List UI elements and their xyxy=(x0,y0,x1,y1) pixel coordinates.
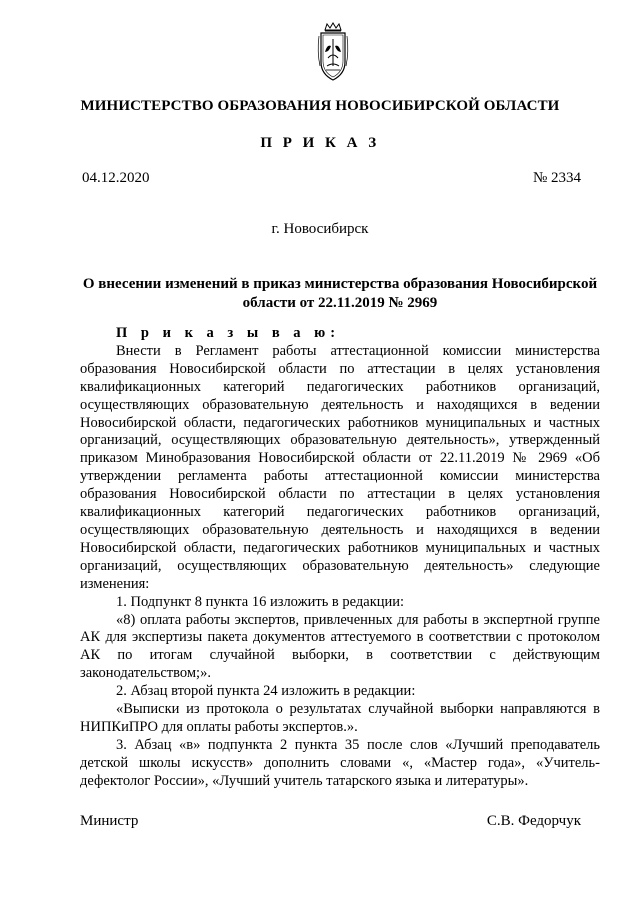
document-type: П Р И К А З xyxy=(260,135,380,151)
item-3-text: 3. Абзац «в» подпункта 2 пункта 35 после слов «Лучший преподаватель детской школы искусств» дополнить словами «, «Мастер года», «Учитель-дефектолог России», «Лучший учитель татарского языка и литературы». xyxy=(80,736,600,789)
item-1-heading: 1. Подпункт 8 пункта 16 изложить в редакции: xyxy=(116,593,405,610)
document-body xyxy=(80,325,600,791)
document-city: г. Новосибирск xyxy=(271,221,369,237)
coat-of-arms-icon xyxy=(316,22,350,84)
order-word: П р и к а з ы в а ю: xyxy=(116,325,341,341)
intro-paragraph: Внести в Регламент работы аттестационной комиссии министерства образования Новосибирской области по аттестации в целях установления квалификационных категорий педагогических работников организаций, осуществляющих образовательную деятельность и находящихся в ведении Новосибирской области, педагогических работников муниципальных и частных организаций, осуществляющих образовательную деятельность», утвержденный приказом Минобразования Новосибирской области от 22.11.2019 № 2969 «Об утверждении регламента работы аттестационной комиссии министерства образования Новосибирской области по аттестации в целях установления квалификационных категорий педагогических работников организаций, осуществляющих образовательную деятельность и находящихся в ведении Новосибирской области, педагогических работников муниципальных и частных организаций, осуществляющих образовательную деятельность» следующие изменения: xyxy=(80,342,600,592)
document-date: 04.12.2020 xyxy=(82,170,150,186)
ministry-name: МИНИСТЕРСТВО ОБРАЗОВАНИЯ НОВОСИБИРСКОЙ ОБЛАСТИ xyxy=(80,98,560,114)
signatory-title: Министр xyxy=(80,813,139,829)
item-2-text: «Выписки из протокола о результатах случайной выборки направляются в НИПКиПРО для оплаты работы экспертов.». xyxy=(80,701,600,735)
item-2-heading: 2. Абзац второй пункта 24 изложить в редакции: xyxy=(116,683,416,700)
order-word-line xyxy=(80,325,600,343)
document-number: № 2334 xyxy=(532,170,581,186)
item-1-text: «8) оплата работы экспертов, привлеченных для работы в экспертной группе АК для экспертизы пакета документов аттестуемого в соответствии с протоколом АК по итогам случайной выборки, в соответствии с действующим законодательством;». xyxy=(80,611,600,682)
signatory-name: С.В. Федорчук xyxy=(486,813,581,829)
document-subject: О внесении изменений в приказ министерства образования Новосибирской области от 22.11.2019 № 2969 xyxy=(82,276,598,311)
